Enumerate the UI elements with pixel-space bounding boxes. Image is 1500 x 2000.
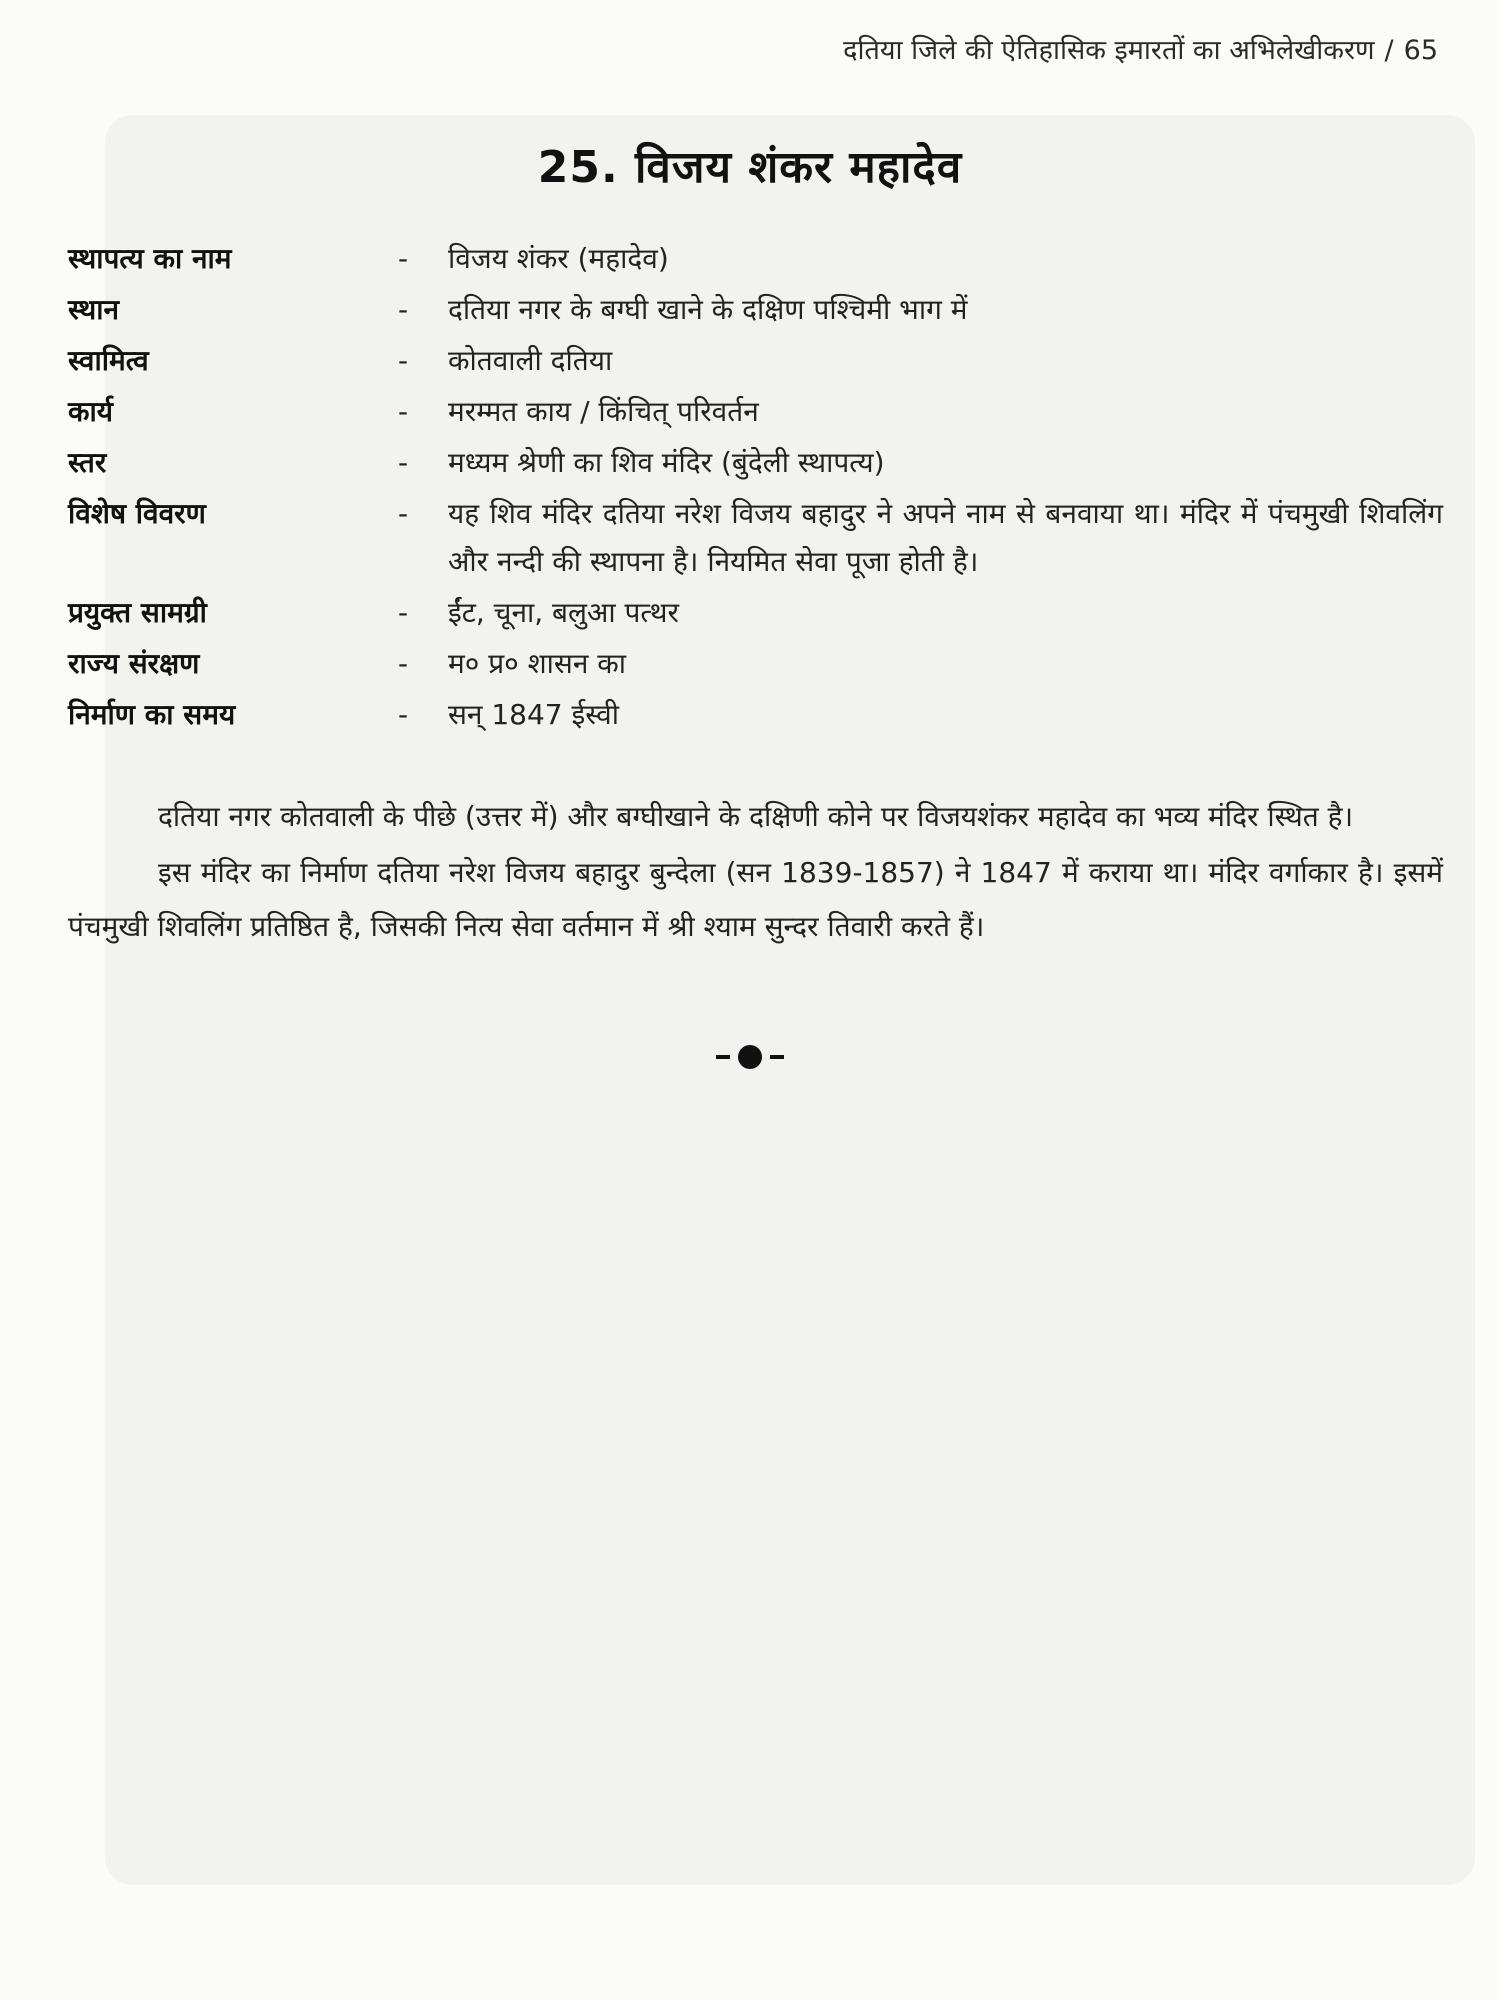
- page-number: 65: [1403, 35, 1438, 66]
- detail-row-work: [68, 388, 1443, 436]
- detail-label: स्थापत्य का नाम: [68, 242, 232, 275]
- detail-row-materials: [68, 589, 1443, 637]
- running-header: [843, 30, 1438, 67]
- details-list: [68, 235, 1443, 742]
- detail-row-level: [68, 439, 1443, 487]
- detail-dash: -: [398, 395, 409, 428]
- body-text: [68, 790, 1443, 956]
- detail-label: राज्य संरक्षण: [68, 647, 200, 680]
- detail-label: विशेष विवरण: [68, 497, 206, 530]
- detail-dash: -: [398, 647, 409, 680]
- page-title: 25. विजय शंकर महादेव: [537, 142, 963, 193]
- detail-value: दतिया नगर के बग्घी खाने के दक्षिण पश्चिमी भाग में: [448, 293, 968, 326]
- detail-value: सन् 1847 ईस्वी: [448, 698, 619, 731]
- detail-value: मरम्मत काय / किंचित् परिवर्तन: [448, 395, 759, 428]
- detail-label: स्वामित्व: [68, 344, 149, 377]
- detail-row-location: [68, 286, 1443, 334]
- detail-dash: -: [398, 344, 409, 377]
- detail-value: कोतवाली दतिया: [448, 344, 613, 377]
- detail-value: विजय शंकर (महादेव): [448, 242, 669, 275]
- section-end-ornament: [0, 1045, 1500, 1069]
- detail-dash: -: [398, 698, 409, 731]
- detail-label: कार्य: [68, 395, 113, 428]
- detail-label: प्रयुक्त सामग्री: [68, 596, 207, 629]
- header-separator: /: [1384, 35, 1394, 66]
- detail-dash: -: [398, 446, 409, 479]
- detail-label: स्तर: [68, 446, 107, 479]
- ornament-dash: [716, 1055, 730, 1059]
- detail-dash: -: [398, 497, 409, 530]
- detail-label: निर्माण का समय: [68, 698, 236, 731]
- detail-value: मध्यम श्रेणी का शिव मंदिर (बुंदेली स्थापत्य): [448, 446, 885, 479]
- detail-row-construction-time: [68, 691, 1443, 739]
- detail-row-ownership: [68, 337, 1443, 385]
- detail-dash: -: [398, 596, 409, 629]
- detail-label: स्थान: [68, 293, 120, 326]
- detail-dash: -: [398, 242, 409, 275]
- detail-dash: -: [398, 293, 409, 326]
- detail-row-state-protection: [68, 640, 1443, 688]
- paragraph: इस मंदिर का निर्माण दतिया नरेश विजय बहादुर बुन्देला (सन 1839-1857) ने 1847 में कराया था। मंदिर वर्गाकार है। इसमें पंचमुखी शिवलिंग प्रतिष्ठित है, जिसकी नित्य सेवा वर्तमान में श्री श्याम सुन्दर तिवारी करते हैं।: [68, 856, 1443, 943]
- paragraph: दतिया नगर कोतवाली के पीछे (उत्तर में) और बग्घीखाने के दक्षिणी कोने पर विजयशंकर महादेव का भव्य मंदिर स्थित है।: [158, 800, 1354, 833]
- detail-row-special-description: [68, 490, 1443, 586]
- detail-row-architecture-name: [68, 235, 1443, 283]
- ornament-dot-icon: [738, 1045, 762, 1069]
- running-title: दतिया जिले की ऐतिहासिक इमारतों का अभिलेखीकरण: [843, 35, 1375, 66]
- detail-value: ईंट, चूना, बलुआ पत्थर: [448, 596, 679, 629]
- detail-value: यह शिव मंदिर दतिया नरेश विजय बहादुर ने अपने नाम से बनवाया था। मंदिर में पंचमुखी शिवलिंग और नन्दी की स्थापना है। नियमित सेवा पूजा होती है।: [448, 497, 1443, 578]
- detail-value: म० प्र० शासन का: [448, 647, 627, 680]
- ornament-dash: [770, 1055, 784, 1059]
